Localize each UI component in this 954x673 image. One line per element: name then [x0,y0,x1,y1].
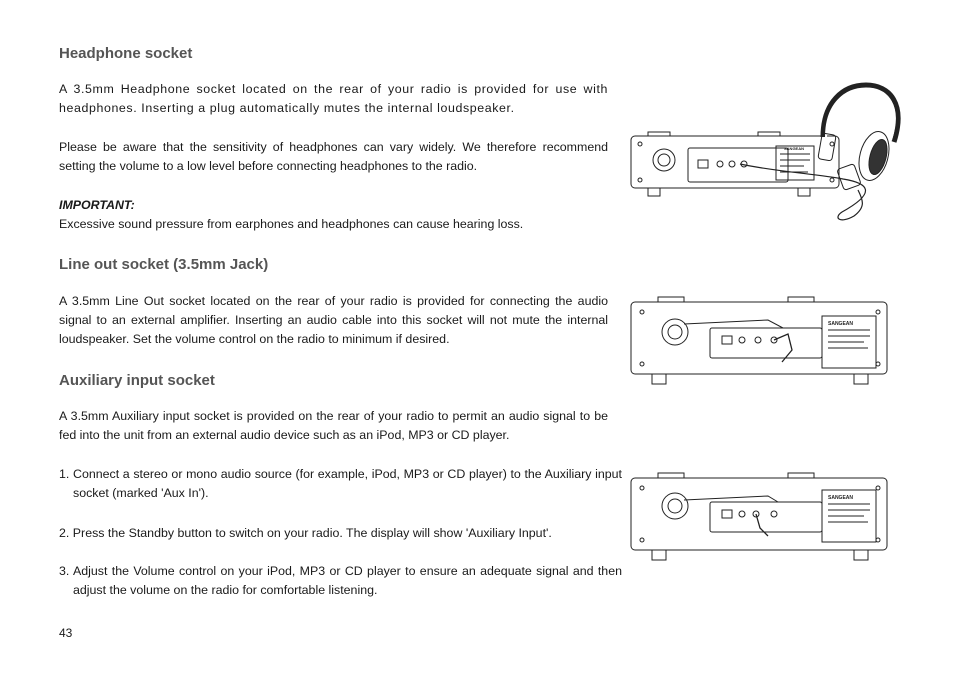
important-text: Excessive sound pressure from earphones and headphones can cause hearing loss. [59,217,524,231]
antenna-socket-icon [662,493,688,519]
heading-auxiliary-input-socket: Auxiliary input socket [59,372,215,389]
important-label: IMPORTANT: [59,198,135,212]
aux-step-1 [59,465,622,503]
headphone-left-cup-icon [818,133,836,161]
aux-step-3 [59,562,622,600]
headphone-paragraph-1: A 3.5mm Headphone socket located on the rear of your radio is provided for use with headphones. Inserting a plug automatically mutes the internal loudspeaker. [59,82,608,115]
headphone-paragraph-2: Please be aware that the sensitivity of headphones can vary widely. We therefore recommend setting the volume to a low level before connecting headphones to the radio. [59,140,608,173]
radio-body [631,302,887,374]
heading-line-out-socket: Line out socket (3.5mm Jack) [59,256,269,273]
figure-brand-label: SANGEAN [828,495,854,501]
headphone-band [823,85,898,142]
aux-step-2 [59,524,608,543]
aux-step-1-number: 1. [59,467,70,481]
figure-headphone-connection [628,82,906,232]
figure-line-out-connection [628,294,892,390]
aux-step-3-number: 3. [59,564,70,578]
aux-in-cable [756,514,768,536]
antenna-socket-icon [653,149,675,171]
antenna-socket-icon [662,319,688,345]
figure-brand-label: SANGEAN [828,321,854,327]
aux-step-2-text: Press the Standby button to switch on your radio. The display will show 'Auxiliary Input'. [72,526,552,540]
page-number: 43 [59,626,73,640]
aux-step-1-text: Connect a stereo or mono audio source (for example, iPod, MP3 or CD player) to the Auxiliary input socket (marked 'Aux In'). [73,467,622,500]
aux-step-2-number: 2. [59,526,70,540]
figure-brand-label: SANGEAN [784,146,805,151]
heading-headphone-socket: Headphone socket [59,45,193,62]
aux-step-3-text: Adjust the Volume control on your iPod, MP3 or CD player to ensure an adequate signal and then adjust the volume on the radio for comfortable listening. [73,564,622,597]
aux-paragraph-1: A 3.5mm Auxiliary input socket is provided on the rear of your radio to permit an audio signal to be fed into the unit from an external audio device such as an iPod, MP3 or CD player. [59,409,608,442]
figure-aux-in-connection [628,472,892,564]
lineout-paragraph-1: A 3.5mm Line Out socket located on the rear of your radio is provided for connecting the audio signal to an external amplifier. Inserting an audio cable into this socket will not mute the internal loudspeaker. Set the volume control on the radio to minimum if desired. [59,294,608,346]
